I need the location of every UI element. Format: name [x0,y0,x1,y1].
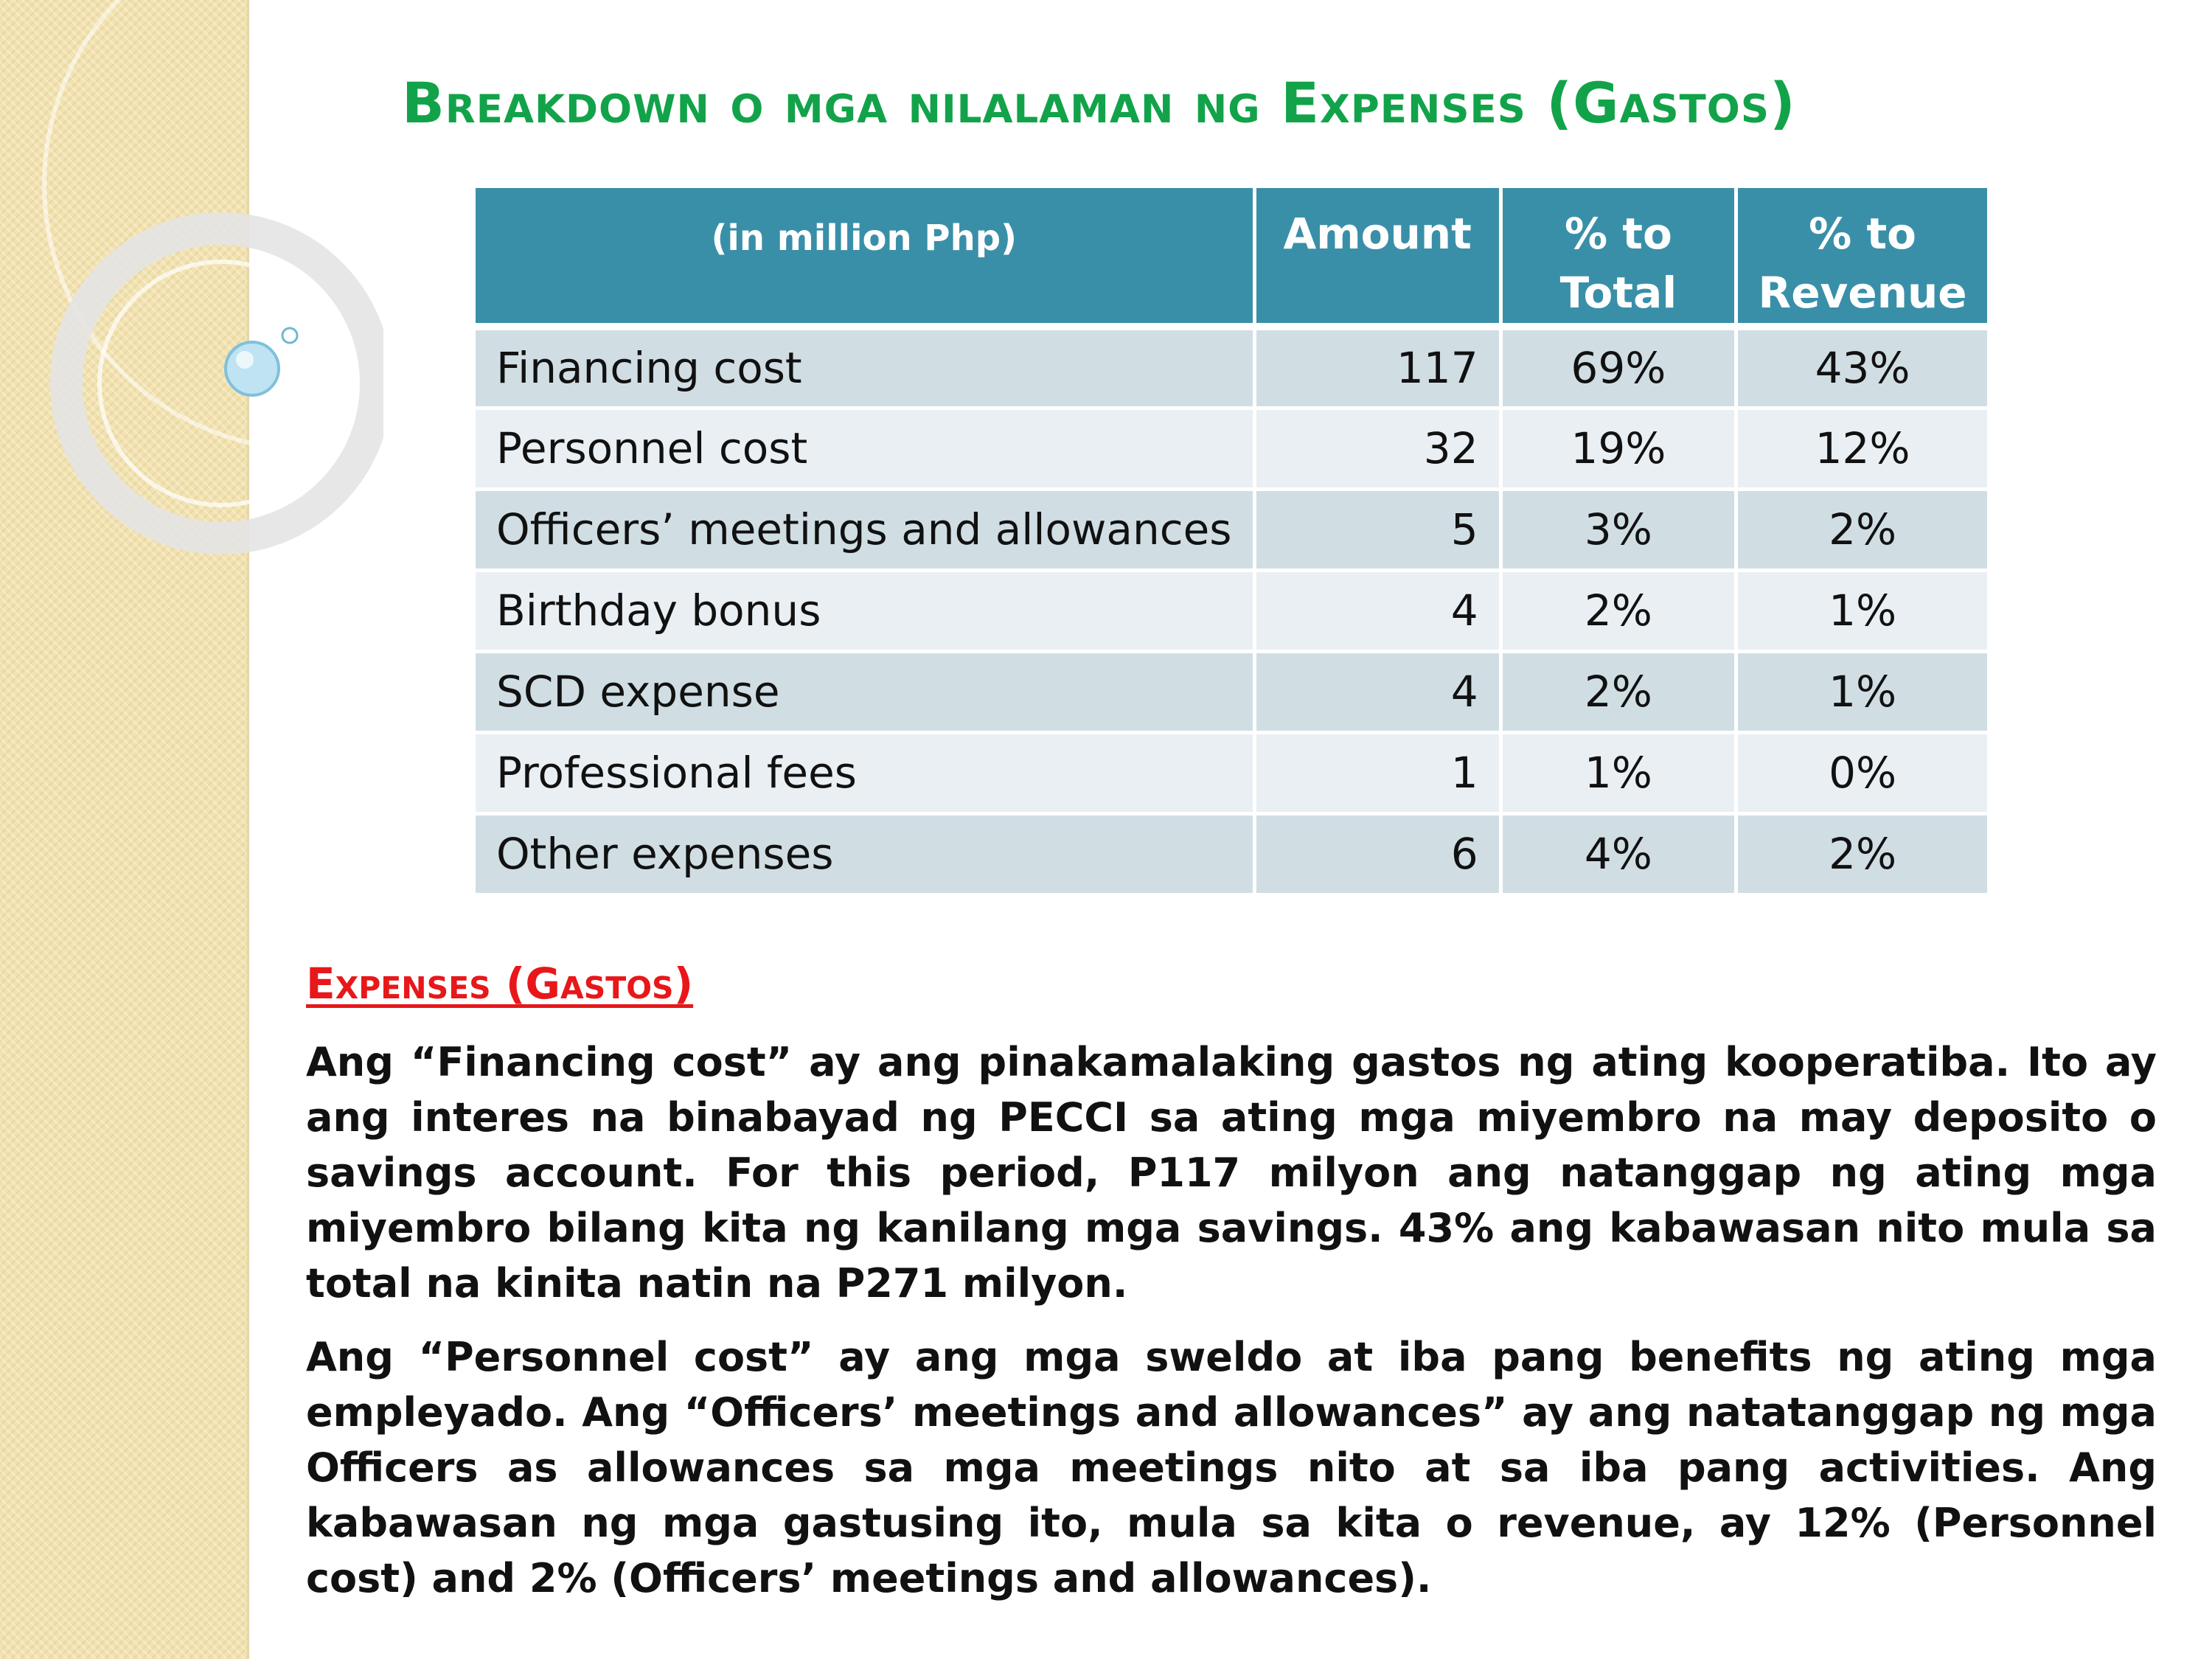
page-title: Breakdown o mga nilalaman ng Expenses (Gastos) [402,70,1796,136]
table-row [474,813,1989,894]
row-label: SCD expense [474,651,1255,732]
row-pct-total: 2% [1500,651,1736,732]
paragraph-financing-cost: Ang “Financing cost” ay ang pinakamalaking gastos ng ating kooperatiba. Ito ay ang interes na binabayad ng PECCI sa ating mga miyembro na may deposito o savings account. For this period, P117 milyon ang natanggap ng ating mga miyembro bilang kita ng kanilang mga savings. 43% ang kabawasan nito mula sa total na kinita natin na P271 milyon. [306,1039,2157,1307]
row-pct-revenue: 43% [1736,327,1989,408]
row-label: Financing cost [474,327,1255,408]
row-label: Other expenses [474,813,1255,894]
row-pct-revenue: 0% [1736,732,1989,813]
row-pct-total: 69% [1500,327,1736,408]
row-pct-revenue: 2% [1736,813,1989,894]
column-header-pct-total: % to Total [1500,187,1736,327]
row-label: Professional fees [474,732,1255,813]
table-row [474,408,1989,489]
row-label: Birthday bonus [474,570,1255,651]
table-row [474,327,1989,408]
row-pct-total: 4% [1500,813,1736,894]
row-pct-total: 19% [1500,408,1736,489]
table-row [474,651,1989,732]
row-label: Personnel cost [474,408,1255,489]
row-amount: 5 [1254,489,1500,570]
row-pct-total: 3% [1500,489,1736,570]
row-pct-total: 1% [1500,732,1736,813]
decorative-circles-graphic [0,0,383,664]
table-row [474,489,1989,570]
paragraph-personnel-cost: Ang “Personnel cost” ay ang mga sweldo at iba pang benefits ng ating mga empleyado. Ang “Officers’ meetings and allowances” ay ang natatanggap ng mga Officers as allowances sa mga meetings nito at sa iba pang activities. Ang kabawasan ng mga gastusing ito, mula sa kita o revenue, ay 12% (Personnel cost) and 2% (Officers’ meetings and allowances). [306,1334,2157,1601]
row-amount: 1 [1254,732,1500,813]
row-amount: 32 [1254,408,1500,489]
row-pct-revenue: 1% [1736,570,1989,651]
row-pct-revenue: 2% [1736,489,1989,570]
row-amount: 6 [1254,813,1500,894]
row-pct-revenue: 1% [1736,651,1989,732]
section-heading-expenses: Expenses (Gastos) [306,959,694,1009]
column-header-amount: Amount [1254,187,1500,327]
row-amount: 117 [1254,327,1500,408]
row-amount: 4 [1254,570,1500,651]
row-label: Officers’ meetings and allowances [474,489,1255,570]
table-header-row [474,187,1989,327]
column-header-category: (in million Php) [474,187,1255,327]
table-row [474,732,1989,813]
expenses-table [472,184,1991,897]
table-row [474,570,1989,651]
row-pct-revenue: 12% [1736,408,1989,489]
row-pct-total: 2% [1500,570,1736,651]
column-header-pct-revenue: % to Revenue [1736,187,1989,327]
row-amount: 4 [1254,651,1500,732]
